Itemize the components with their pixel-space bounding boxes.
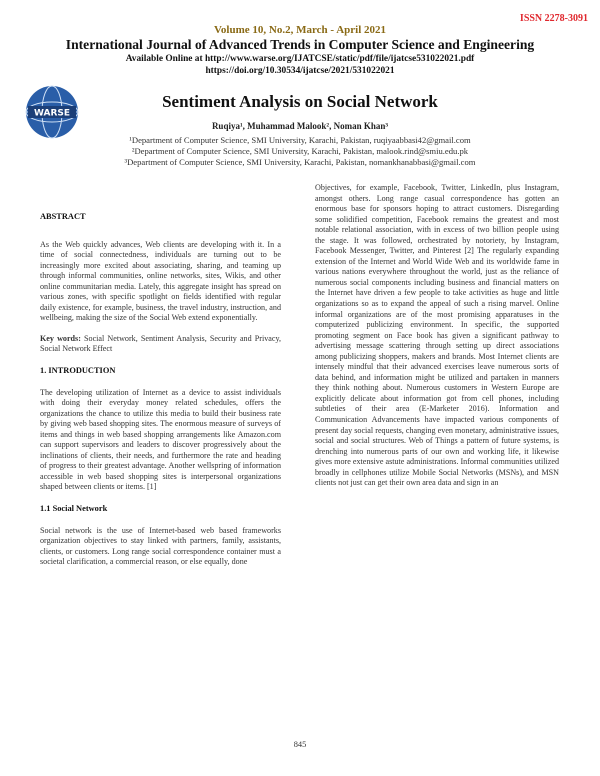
logo-wordmark: WARSE [33, 108, 71, 119]
volume-line: Volume 10, No.2, March - April 2021 [213, 24, 387, 36]
right-column [315, 183, 559, 489]
affiliation-2: ²Department of Computer Science, SMI University, Karachi, Pakistan, malook.rind@smiu.edu.pk [131, 146, 469, 156]
right-column-text: Objectives, for example, Facebook, Twitter, LinkedIn, plus Instagram, amongst others. Long range casual correspondence has gotten an enormous base for sponsors hoping to attract customers. Disregarding some solidified competition, Facebook remains the greatest and most notable relational association, with in excess of two billion people using the stage. It was followed, orchestrated by notoriety, by Instagram, Facebook Messenger, Twitter, and Pinterest [2] The regularly expanding extension of the Internet and World Wide Web and its worldwide fame in various nations everywhere throughout the world, just as the reliance of numerous social components including business and financial matters on the Internet have driven a few people to take activities as huge and little organizations so as to expand the appeal of such a rising marvel. Online informal organizations are of the most promising apparatuses in the computerized publicizing environment. In specific, the supported promoting segment on Face book has given a significant pathway to advertising message scattering through setting up direct associations among publicizing shoppers, makers and brands. Most Internet clients are intensely mindful that their advanced exercises leave numerous sorts of data behind, and information might be utilized and partaken in manners they think nothing about. Numerous customers in Western Europe are explicitly delicate about information got from cell phones, including subtleties of their area (E-Marketer 2016). Information and Communication Advancements have impacted various components of present day social requests, changing even monetary, administrative issues, social and social structures. Web of Things a pattern of future systems, is drenching into numerous parts of our own and working life, it likewise gives more extensive astute administrations. Informal communities utilized broadly in cellphones utilize Mobile Social Networks (MSNs), and MSN clients not just can get their own area data and sign in an [315, 183, 559, 488]
abstract-heading: ABSTRACT [40, 212, 86, 221]
author-list: Ruqiya¹, Muhammad Malook², Noman Khan³ [211, 121, 389, 131]
keywords-label: Key words: [40, 333, 81, 343]
journal-title: International Journal of Advanced Trends in Computer Science and Engineering [65, 37, 535, 52]
subsection-text: Social network is the use of Internet-based web based frameworks organization objectives to stay linked with partners, family, assistants, clients, or customers. Long range social correspondence container must a societal clarification, a commercial reason, or else equally, done [40, 525, 281, 567]
subsection-heading: 1.1 Social Network [40, 504, 108, 514]
affiliation-3: ³Department of Computer Science, SMI University, Karachi, Pakistan, nomankhanabbasi@gmail.com [124, 157, 476, 167]
issn-label: ISSN 2278-3091 [519, 13, 588, 24]
keywords [40, 334, 281, 355]
doi-link[interactable]: https://doi.org/10.30534/ijatcse/2021/531022021 [205, 66, 395, 76]
introduction-heading: 1. INTRODUCTION [40, 366, 116, 376]
introduction-text: The developing utilization of Internet as a device to assist individuals with doing their everyday money related schedules, offers the organizations the chance to utilize this media to build their business rate by giving web based shopping sites. The enormous measure of surveys of items and things in web based shopping arrangements like Amazon.com can support supervisors and leaders to discover progressively about the inclinations of clients, their needs, and furthermore the rate and heading of progress to their greatest advantage. Another wellspring of information accessible in web based shopping sites is interpersonal organizations shaped between clients or items. [1] [40, 387, 281, 492]
keywords-text: Social Network, Sentiment Analysis, Security and Privacy, Social Network Effect [40, 333, 281, 354]
paper-title: Sentiment Analysis on Social Network [162, 92, 438, 111]
page-number: 845 [293, 740, 307, 749]
abstract-text: As the Web quickly advances, Web clients are developing with it. In a time of social connectedness, individuals are turning out to be increasingly more excited about associating, sharing, and teaming up through informal communities, online networks, sites, Wikis, and other online communitarian media. Lately, this aggregate insight has spread on various zones, with specific spotlight on fields identified with regular daily existence, for example, business, the travel industry, instruction, and wellbeing, making the size of the Social Web extend exponentially. [40, 239, 281, 323]
available-online-line[interactable]: Available Online at http://www.warse.org/IJATCSE/static/pdf/file/ijatcse531022021.pdf [125, 54, 475, 64]
affiliation-1: ¹Department of Computer Science, SMI University, Karachi, Pakistan, ruqiyaabbasi42@gmail.com [129, 135, 471, 145]
left-column [40, 212, 281, 568]
